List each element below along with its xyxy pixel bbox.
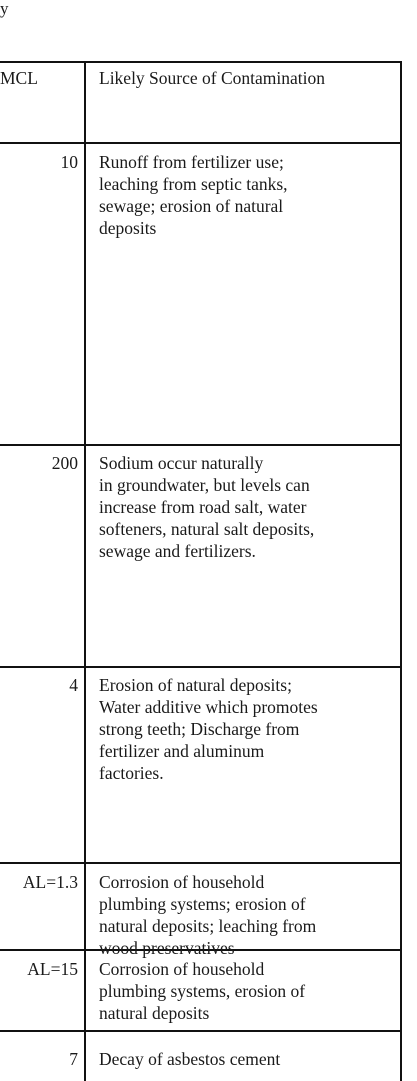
row-rule-top — [0, 61, 402, 63]
column-rule-middle — [84, 61, 86, 1081]
source-line: strong teeth; Discharge from — [99, 719, 300, 739]
source-line: softeners, natural salt deposits, — [99, 519, 315, 539]
row-rule-header — [0, 142, 402, 144]
mcl-value: AL=1.3 — [22, 872, 78, 892]
source-line: Water additive which promotes — [99, 697, 318, 717]
row-rule-fluoride — [0, 862, 402, 864]
source-line: Decay of asbestos cement — [99, 1049, 281, 1069]
source-line: plumbing systems; erosion of — [99, 894, 306, 914]
source-line: wood preservatives — [99, 938, 235, 958]
source-line: natural deposits — [99, 1003, 210, 1023]
mcl-value: 4 — [69, 675, 78, 695]
source-line: leaching from septic tanks, — [99, 174, 288, 194]
mcl-value: 10 — [60, 152, 78, 172]
source-line: natural deposits; leaching from — [99, 916, 317, 936]
source-line: increase from road salt, water — [99, 497, 307, 517]
column-rule-right — [400, 61, 402, 1081]
source-line: Sodium occur naturally — [99, 453, 264, 473]
source-line: Corrosion of household — [99, 959, 265, 979]
source-line: sewage; erosion of natural — [99, 196, 284, 216]
source-line: sewage and fertilizers. — [99, 541, 256, 561]
source-line: in groundwater, but levels can — [99, 475, 310, 495]
source-line: fertilizer and aluminum — [99, 741, 265, 761]
source-line: deposits — [99, 218, 157, 238]
source-line: plumbing systems, erosion of — [99, 981, 306, 1001]
source-line: Runoff from fertilizer use; — [99, 152, 284, 172]
page-corner-character: y — [0, 0, 9, 18]
mcl-value: 7 — [69, 1049, 78, 1069]
source-line: Corrosion of household — [99, 872, 265, 892]
source-line: Erosion of natural deposits; — [99, 675, 292, 695]
row-rule-nitrate — [0, 444, 402, 446]
row-rule-lead — [0, 1030, 402, 1032]
row-rule-sodium — [0, 666, 402, 668]
mcl-value: AL=15 — [27, 959, 78, 979]
source-column-header: Likely Source of Contamination — [99, 68, 325, 88]
source-line: factories. — [99, 763, 164, 783]
mcl-column-header: MCL — [0, 68, 38, 88]
mcl-value: 200 — [51, 453, 78, 473]
